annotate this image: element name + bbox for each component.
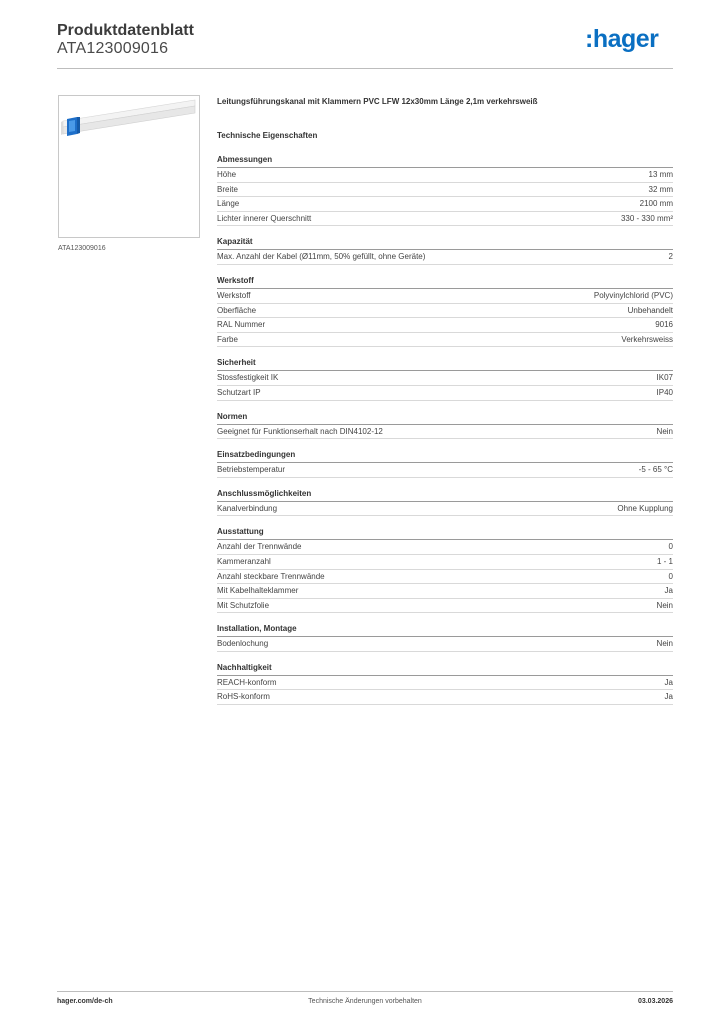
property-label: Anzahl steckbare Trennwände — [217, 571, 325, 581]
property-row — [217, 676, 673, 691]
footer-notice: Technische Änderungen vorbehalten — [308, 998, 422, 1005]
section-title: Installation, Montage — [217, 623, 673, 637]
section-4 — [217, 411, 673, 440]
property-label: Bodenlochung — [217, 639, 269, 649]
document-code: ATA123009016 — [57, 40, 169, 57]
property-row — [217, 502, 673, 517]
property-row — [217, 690, 673, 705]
property-value: Nein — [656, 426, 673, 436]
section-6 — [217, 488, 673, 517]
property-value: 9016 — [655, 320, 673, 330]
product-image — [58, 95, 200, 238]
footer-date: 03.03.2026 — [637, 998, 673, 1005]
property-label: Lichter innerer Querschnitt — [217, 213, 312, 223]
page-header — [57, 20, 673, 70]
property-row — [217, 584, 673, 599]
section-0 — [217, 154, 673, 226]
property-value: Nein — [656, 639, 673, 649]
section-title: Ausstattung — [217, 526, 673, 540]
property-label: REACH-konform — [217, 677, 277, 687]
property-row — [217, 599, 673, 614]
section-title: Werkstoff — [217, 275, 673, 289]
footer-divider — [57, 991, 673, 992]
property-value: 32 mm — [648, 184, 673, 194]
property-label: Max. Anzahl der Kabel (Ø11mm, 50% gefüllt, ohne Geräte) — [217, 252, 426, 262]
property-label: Mit Schutzfolie — [217, 600, 270, 610]
property-value: 2100 mm — [639, 199, 673, 209]
property-label: Anzahl der Trennwände — [217, 542, 302, 552]
property-label: Breite — [217, 184, 238, 194]
section-title: Nachhaltigkeit — [217, 662, 673, 676]
property-value: -5 - 65 °C — [638, 465, 673, 475]
property-row — [217, 304, 673, 319]
property-row — [217, 168, 673, 183]
property-value: Ja — [664, 586, 673, 596]
property-value: Unbehandelt — [627, 305, 673, 315]
section-title: Abmessungen — [217, 154, 673, 168]
property-value: 0 — [668, 571, 673, 581]
properties-heading: Technische Eigenschaften — [217, 131, 318, 140]
section-9 — [217, 662, 673, 705]
property-row — [217, 463, 673, 478]
page-footer — [57, 998, 673, 1010]
property-row — [217, 183, 673, 198]
property-value: 2 — [668, 252, 673, 262]
section-7 — [217, 526, 673, 613]
section-title: Einsatzbedingungen — [217, 449, 673, 463]
property-value: Verkehrsweiss — [621, 334, 673, 344]
image-caption: ATA123009016 — [58, 245, 106, 252]
section-8 — [217, 623, 673, 652]
property-row — [217, 386, 673, 401]
section-5 — [217, 449, 673, 478]
property-label: Mit Kabelhalteklammer — [217, 586, 299, 596]
property-value: IK07 — [656, 373, 673, 383]
property-value: Nein — [656, 600, 673, 610]
property-label: Oberfläche — [217, 305, 257, 315]
property-row — [217, 289, 673, 304]
property-label: Betriebstemperatur — [217, 465, 286, 475]
product-title: Leitungsführungskanal mit Klammern PVC LFW 12x30mm Länge 2,1m verkehrsweiß — [217, 97, 538, 106]
property-row — [217, 570, 673, 585]
property-value: Ja — [664, 692, 673, 702]
property-row — [217, 371, 673, 386]
property-label: Höhe — [217, 170, 237, 179]
section-title: Kapazität — [217, 236, 673, 250]
property-row — [217, 425, 673, 440]
section-3 — [217, 357, 673, 400]
properties-sections — [217, 154, 673, 705]
property-row — [217, 318, 673, 333]
property-label: Geeignet für Funktionserhalt nach DIN4102-12 — [217, 426, 383, 436]
property-value: 0 — [668, 542, 673, 552]
property-label: Schutzart IP — [217, 387, 261, 397]
section-1 — [217, 236, 673, 265]
cable-duct-image — [59, 96, 199, 237]
property-row — [217, 637, 673, 652]
property-label: RoHS-konform — [217, 692, 270, 702]
section-title: Sicherheit — [217, 357, 673, 371]
property-label: Werkstoff — [217, 290, 251, 300]
datasheet-content — [217, 96, 673, 705]
property-label: Kanalverbindung — [217, 503, 278, 513]
property-row — [217, 333, 673, 348]
property-value: IP40 — [656, 387, 673, 397]
header-divider — [57, 68, 673, 69]
property-value: Ja — [664, 677, 673, 687]
property-row — [217, 250, 673, 265]
property-label: Farbe — [217, 334, 238, 344]
property-label: RAL Nummer — [217, 320, 266, 330]
footer-website-link[interactable]: hager.com/de-ch — [57, 998, 113, 1005]
hager-logo-text: :hager — [585, 25, 659, 53]
property-value: 13 mm — [648, 170, 673, 179]
property-row — [217, 212, 673, 227]
document-title: Produktdatenblatt — [57, 22, 194, 39]
section-title: Anschlussmöglichkeiten — [217, 488, 673, 502]
property-label: Stossfestigkeit IK — [217, 373, 279, 383]
property-value: 1 - 1 — [656, 556, 673, 566]
property-row — [217, 197, 673, 212]
property-row — [217, 540, 673, 555]
property-value: Ohne Kupplung — [617, 503, 673, 513]
property-label: Kammeranzahl — [217, 556, 271, 566]
section-title: Normen — [217, 411, 673, 425]
property-row — [217, 555, 673, 570]
hager-logo — [585, 24, 671, 54]
property-value: 330 - 330 mm² — [620, 213, 673, 223]
property-label: Länge — [217, 199, 240, 209]
section-2 — [217, 275, 673, 347]
property-value: Polyvinylchlorid (PVC) — [593, 290, 673, 300]
